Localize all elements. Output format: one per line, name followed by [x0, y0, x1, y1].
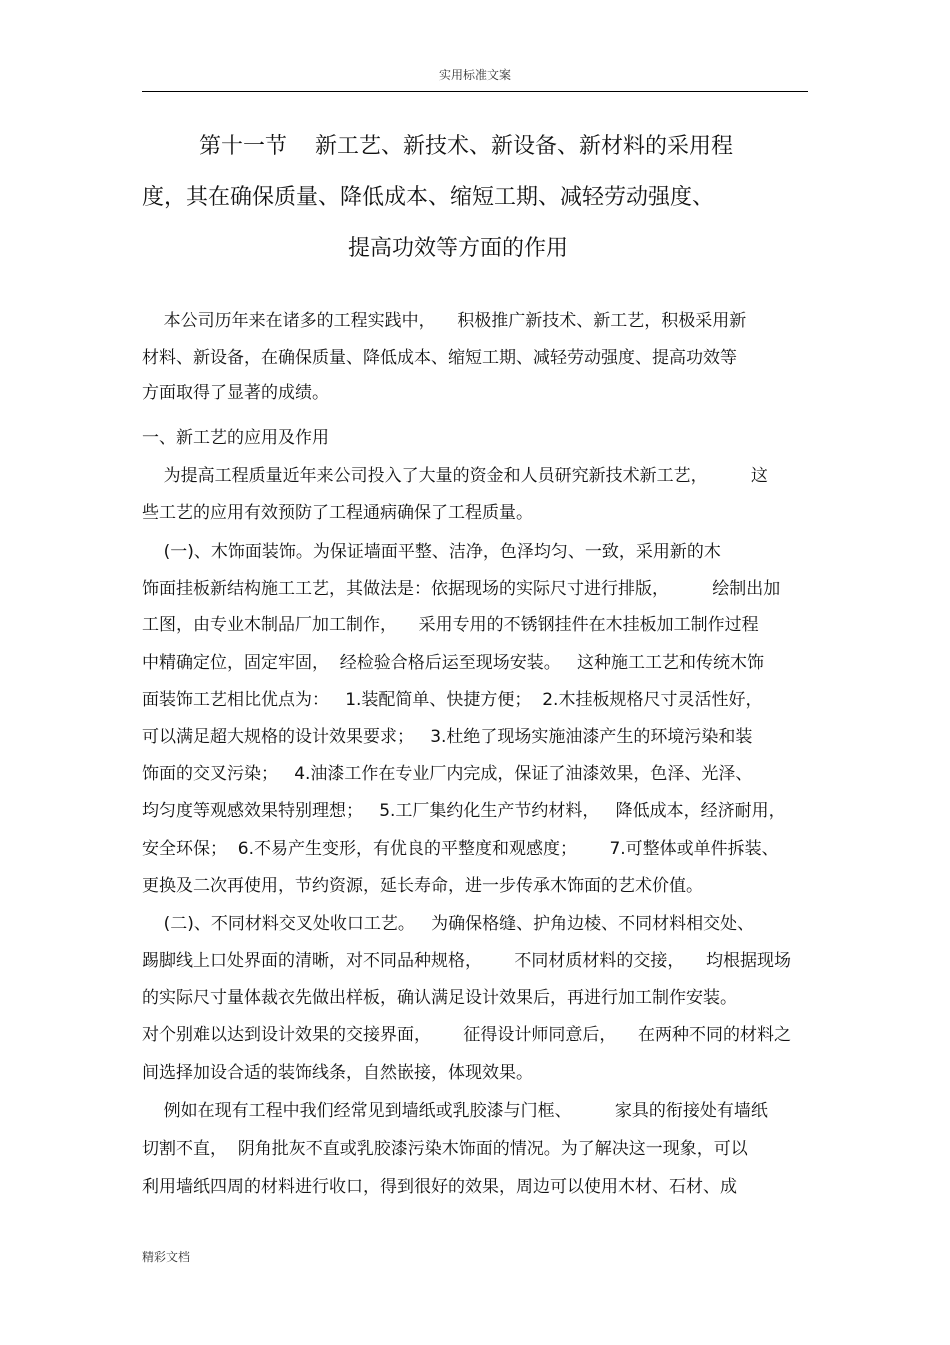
- body-line: 对个别难以达到设计效果的交接界面， 征得设计师同意后， 在两种不同的材料之: [142, 1025, 792, 1045]
- body-line: 饰面挂板新结构施工工艺，其做法是：依据现场的实际尺寸进行排版， 绘制出加: [142, 579, 781, 599]
- body-line: 材料、新设备，在确保质量、降低成本、缩短工期、减轻劳动强度、提高功效等: [142, 348, 737, 368]
- header-divider: [142, 91, 808, 92]
- body-line: 饰面的交叉污染； 4.油漆工作在专业厂内完成，保证了油漆效果，色泽、光泽、: [142, 764, 753, 784]
- body-line: 均匀度等观感效果特别理想； 5.工厂集约化生产节约材料， 降低成本，经济耐用，: [142, 801, 786, 821]
- body-line: 安全环保； 6.不易产生变形，有优良的平整度和观感度； 7.可整体或单件拆装、: [142, 839, 779, 859]
- body-line: (二)、不同材料交叉处收口工艺。 为确保格缝、护角边棱、不同材料相交处、: [142, 914, 755, 934]
- body-line: 面装饰工艺相比优点为： 1.装配简单、快捷方便； 2.木挂板规格尺寸灵活性好，: [142, 690, 763, 710]
- body-line: 可以满足超大规格的设计效果要求； 3.杜绝了现场实施油漆产生的环境污染和装: [142, 727, 753, 747]
- body-line: 间选择加设合适的装饰线条，自然嵌接，体现效果。: [142, 1063, 533, 1083]
- body-line: 中精确定位，固定牢固， 经检验合格后运至现场安装。 这种施工工艺和传统木饰: [142, 653, 765, 673]
- body-line: 切割不直， 阴角批灰不直或乳胶漆污染木饰面的情况。为了解决这一现象，可以: [142, 1139, 748, 1159]
- body-line: (一)、木饰面装饰。为保证墙面平整、洁净，色泽均匀、一致，采用新的木: [142, 542, 721, 562]
- body-line: 例如在现有工程中我们经常见到墙纸或乳胶漆与门框、 家具的衔接处有墙纸: [142, 1101, 768, 1121]
- body-line: 为提高工程质量近年来公司投入了大量的资金和人员研究新技术新工艺， 这: [142, 466, 768, 486]
- body-line: 利用墙纸四周的材料进行收口，得到很好的效果，周边可以使用木材、石材、成: [142, 1177, 737, 1197]
- body-line: 方面取得了显著的成绩。: [142, 383, 329, 403]
- title-line: 第十一节 新工艺、新技术、新设备、新材料的采用程: [199, 134, 733, 159]
- body-line: 踢脚线上口处界面的清晰，对不同品种规格， 不同材质材料的交接， 均根据现场: [142, 951, 792, 971]
- title-line: 度，其在确保质量、降低成本、缩短工期、减轻劳动强度、: [142, 185, 715, 210]
- body-line: 些工艺的应用有效预防了工程通病确保了工程质量。: [142, 503, 533, 523]
- body-line: 的实际尺寸量体裁衣先做出样板，确认满足设计效果后，再进行加工制作安装。: [142, 988, 737, 1008]
- body-line: 更换及二次再使用，节约资源，延长寿命，进一步传承木饰面的艺术价值。: [142, 876, 703, 896]
- header-text: 实用标准文案: [438, 68, 511, 82]
- body-line: 本公司历年来在诸多的工程实践中， 积极推广新技术、新工艺，积极采用新: [142, 311, 747, 331]
- title-line: 提高功效等方面的作用: [348, 236, 569, 261]
- page-footer: 精彩文档: [142, 1250, 191, 1264]
- body-line: 工图，由专业木制品厂加工制作， 采用专用的不锈钢挂件在木挂板加工制作过程: [142, 615, 759, 635]
- section-heading: 一、新工艺的应用及作用: [142, 428, 329, 448]
